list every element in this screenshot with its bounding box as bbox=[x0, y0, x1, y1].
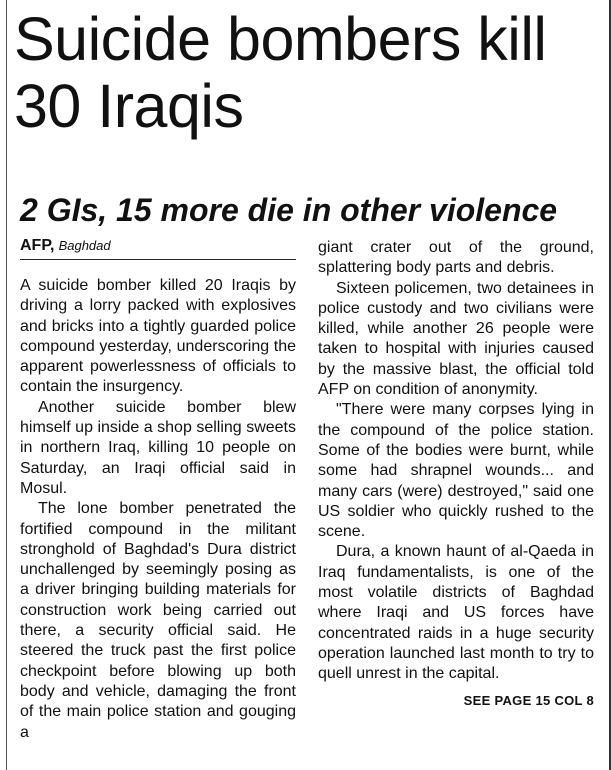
byline-agency: AFP, bbox=[20, 237, 55, 254]
paragraph: Dura, a known haunt of al-Qaeda in Iraq fundamentalists, is one of the most volatile districts of Baghdad where Iraqi and US forces have concentrated raids in a huge security operation launched last month to try to quell unrest in the capital. bbox=[318, 543, 594, 683]
left-column-rule bbox=[6, 0, 7, 770]
continuation-note: SEE PAGE 15 COL 8 bbox=[463, 692, 594, 708]
article-column-2 bbox=[318, 238, 594, 711]
paragraph: giant crater out of the ground, splattering body parts and debris. bbox=[318, 239, 594, 277]
paragraph: Sixteen policemen, two detainees in police custody and two civilians were killed, while another 26 people were taken to hospital with injuries caused by the massive blast, the official told AFP on condition of anonymity. bbox=[318, 279, 594, 399]
dateline bbox=[20, 237, 296, 260]
byline-place: Baghdad bbox=[58, 238, 111, 253]
paragraph: A suicide bomber killed 20 Iraqis by driving a lorry packed with explosives and bricks into a tightly guarded police compound yesterday, underscoring the apparent powerlessness of officials to contain the insurgency. bbox=[20, 277, 296, 396]
headline: Suicide bombers kill 30 Iraqis bbox=[14, 5, 547, 140]
subheadline: 2 GIs, 15 more die in other violence bbox=[20, 192, 558, 228]
paragraph: The lone bomber penetrated the fortified compound in the militant stronghold of Baghdad's Dura district unchallenged by seemingly posing as a driver bringing building materials for construction work being carried out there, a security official said. He steered the truck past the first police checkpoint before blowing up both body and vehicle, damaging the front of the main police station and gouging a bbox=[20, 500, 296, 741]
paragraph: "There were many corpses lying in the compound of the police station. Some of the bodies were burnt, while some had shrapnel wounds... and many cars (were) destroyed," said one US soldier who quickly rushed to the scene. bbox=[318, 401, 594, 541]
article-column-1 bbox=[20, 276, 296, 743]
paragraph: Another suicide bomber blew himself up inside a shop selling sweets in northern Iraq, killing 10 people on Saturday, an Iraqi official said in Mosul. bbox=[20, 398, 296, 497]
